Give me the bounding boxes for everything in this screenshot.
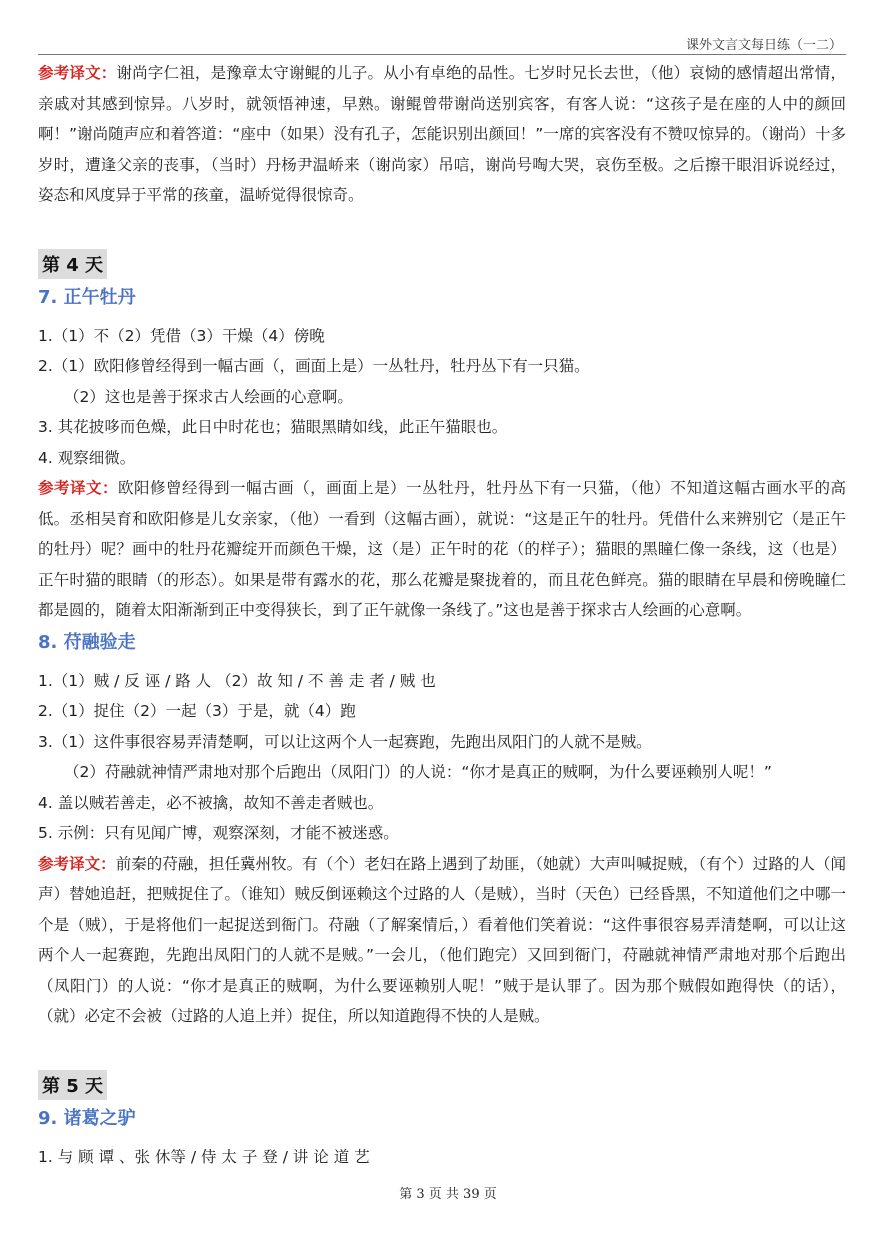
- answer-line: 4. 盖以贼若善走，必不被擒，故知不善走者贼也。: [38, 793, 384, 812]
- answer-line: （2）苻融就神情严肃地对那个后跑出（凤阳门）的人说：“你才是真正的贼啊，为什么要诬赖别人呢！”: [64, 763, 772, 781]
- answer-line: 1.（1）不（2）凭借（3）干燥（4）傍晚: [38, 326, 325, 345]
- story-9-title: 9. 诸葛之驴: [38, 1107, 136, 1129]
- page-footer: 第 3 页 共 39 页: [399, 1187, 497, 1202]
- translation-label: 参考译文：: [38, 64, 117, 82]
- translation-text: 谢尚字仁祖，是豫章太守谢鲲的儿子。从小有卓绝的品性。七岁时兄长去世，（他）哀恸的感情超出常情，亲戚对其感到惊异。八岁时，就领悟神速，早熟。谢鲲曾带谢尚送别宾客，有客人说：“这孩子是在座的人中的颜回啊！”谢尚随声应和着答道：“座中（如果）没有孔子，怎能识别出颜回！”一席的宾客没有不赞叹惊异的。（谢尚）十多岁时，遭逢父亲的丧事，（当时）丹杨尹温峤来（谢尚家）吊唁，谢尚号啕大哭，哀伤至极。之后擦干眼泪诉说经过，姿态和风度异于平常的孩童，温峤觉得很惊奇。: [38, 64, 846, 204]
- header-divider: [38, 54, 846, 55]
- answer-line: 5. 示例：只有见闻广博，观察深刻，才能不被迷惑。: [38, 824, 399, 842]
- translation-block-1: [38, 58, 846, 211]
- story-8-title: 8. 苻融验走: [38, 631, 136, 653]
- translation-text: 前秦的苻融，担任冀州牧。有（个）老妇在路上遇到了劫匪，（她就）大声叫喊捉贼，（有个）过路的人（闻声）替她追赶，把贼捉住了。（谁知）贼反倒诬赖这个过路的人（是贼），当时（天色）已经昏黑，不知道他们之中哪一个是（贼），于是将他们一起捉送到衙门。苻融（了解案情后，）看着他们笑着说：“这件事很容易弄清楚啊，可以让这两个人一起赛跑，先跑出凤阳门的人就不是贼。”一会儿，（他们跑完）又回到衙门，苻融就神情严肃地对那个后跑出（凤阳门）的人说：“你才是真正的贼啊，为什么要诬赖别人呢！”贼于是认罪了。因为那个贼假如跑得快（的话），（就）必定不会被（过路的人追上并）捉住，所以知道跑得不快的人是贼。: [38, 854, 846, 1025]
- answer-line: 1.（1）贼 / 反 诬 / 路 人 （2）故 知 / 不 善 走 者 / 贼 也: [38, 671, 436, 690]
- translation-text: 欧阳修曾经得到一幅古画（，画面上是）一丛牡丹，牡丹丛下有一只猫，（他）不知道这幅古画水平的高低。丞相吴育和欧阳修是儿女亲家，（他）一看到（这幅古画），就说：“这是正午的牡丹。凭借什么来辨别它（是正午的牡丹）呢？画中的牡丹花瓣绽开而颜色干燥，这（是）正午时的花（的样子）；猫眼的黑瞳仁像一条线，这（也是）正午时猫的眼睛（的形态）。如果是带有露水的花，那么花瓣是聚拢着的，而且花色鲜亮。猫的眼睛在早晨和傍晚瞳仁都是圆的，随着太阳渐渐到正中变得狭长，到了正午就像一条线了。”这也是善于探求古人绘画的心意啊。: [38, 479, 846, 619]
- translation-label: 参考译文：: [38, 479, 119, 497]
- day-5-heading: 第 5 天: [38, 1070, 107, 1100]
- header-title: 课外文言文每日练（一二）: [685, 38, 842, 53]
- answer-line: 2.（1）欧阳修曾经得到一幅古画（，画面上是）一丛牡丹，牡丹丛下有一只猫。: [38, 357, 590, 375]
- answer-line: 1. 与 顾 谭 、张 休等 / 侍 太 子 登 / 讲 论 道 艺: [38, 1147, 370, 1166]
- day-4-heading: 第 4 天: [38, 249, 107, 279]
- story-7-translation: [38, 473, 846, 626]
- story-7-title: 7. 正午牡丹: [38, 286, 136, 308]
- translation-label: 参考译文：: [38, 854, 116, 873]
- answer-line: （2）这也是善于探求古人绘画的心意啊。: [64, 387, 353, 406]
- answer-line: 4. 观察细微。: [38, 448, 136, 467]
- story-8-translation: [38, 849, 846, 1032]
- answer-line: 2.（1）捉住（2）一起（3）于是，就（4）跑: [38, 702, 356, 720]
- page-content: [38, 58, 846, 1172]
- answer-line: 3. 其花披哆而色燥，此日中时花也；猫眼黑睛如线，此正午猫眼也。: [38, 418, 508, 436]
- answer-line: 3.（1）这件事很容易弄清楚啊，可以让这两个人一起赛跑，先跑出凤阳门的人就不是贼。: [38, 732, 652, 751]
